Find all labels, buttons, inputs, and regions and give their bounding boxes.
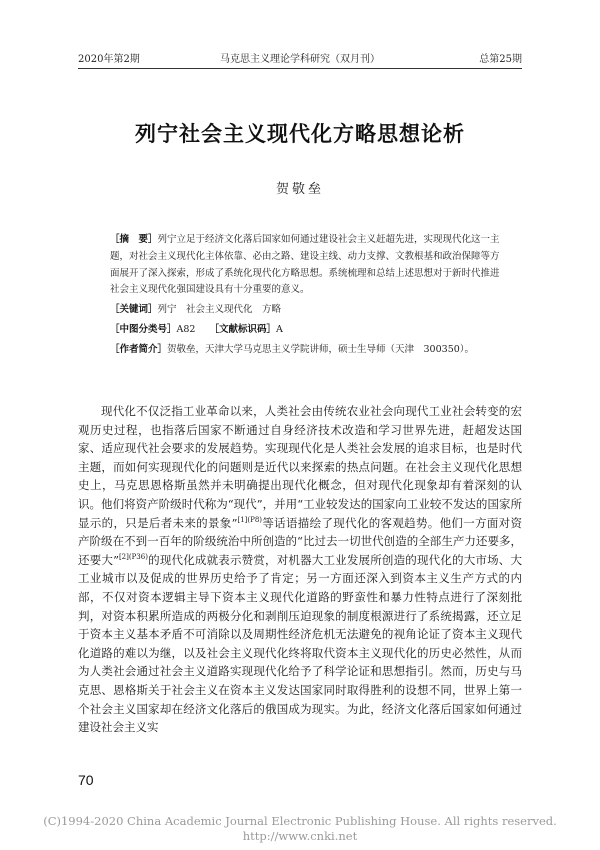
author-info-value: 贺敬垒，天津大学马克思主义学院讲师，硕士生导师（天津 300350）。 (167, 343, 475, 355)
doc-code-label: ［文献标识码］ (209, 323, 276, 335)
body-text-segment-2: 等话语描绘了现代化的客观趋势。他们一方面对资产阶级在不到一百年的阶级统治中所创造的“比过去一切世代创造的全部生产力还要多，还要大” (78, 515, 522, 567)
journal-name: 马克思主义理论学科研究（双月刊） (220, 54, 380, 65)
header-divider (78, 68, 522, 69)
body-paragraph (78, 402, 522, 737)
classification-line (110, 322, 502, 339)
total-issue-label: 总第25期 (479, 54, 522, 65)
keywords-line (110, 302, 502, 319)
article-author: 贺敬垒 (275, 182, 324, 197)
copyright-watermark: (C)1994-2020 China Academic Journal Electronic Publishing House. All rights reserved. http://www.cnki.net (43, 814, 569, 843)
abstract-block (110, 232, 502, 359)
citation-2: [2](P36) (118, 552, 148, 561)
doc-code-value: A (275, 323, 283, 335)
running-head (78, 50, 522, 66)
body-text (78, 402, 522, 737)
clc-value: A82 (176, 323, 196, 335)
abstract-text: 列宁立足于经济文化落后国家如何通过建设社会主义赶超先进，实现现代化这一主题，对社会主义现代化主体依靠、必由之路、建设主线、动力支撑、文教根基和政治保障等方面展开了深入探索，形成了系统化现代化方略思想。系统梳理和总结上述思想对于新时代推进社会主义现代化强国建设具有十分重要的意义。 (110, 234, 500, 296)
body-text-segment-1: 现代化不仅泛指工业革命以来，人类社会由传统农业社会向现代工业社会转变的宏观历史过程，也指落后国家不断通过自身经济技术改造和学习世界先进，赶超发达国家、适应现代社会要求的发展趋势。实现现代化是人类社会发展的追求目标，也是时代主题，而如何实现现代化的问题则是近代以来探索的热点问题。在社会主义现代化思想史上，马克思恩格斯虽然并未明确提出现代化概念，但对现代化现象却有着深刻的认识。他们将资产阶级时代称为“现代”，并用“工业较发达的国家向工业较不发达的国家所显示的，只是后者未来的景象” (78, 404, 522, 530)
keywords-label: ［关键词］ (110, 304, 158, 316)
citation-1: [1](P8) (237, 515, 263, 524)
abstract (110, 232, 502, 299)
author-info-label: ［作者简介］ (110, 343, 168, 355)
article-title: 列宁社会主义现代化方略思想论析 (135, 121, 465, 146)
page-number: 70 (78, 772, 94, 788)
body-text-segment-3: 的现代化成就表示赞赏，对机器大工业发展所创造的现代化的大市场、大工业城市以及促成的世界历史给予了肯定；另一方面还深入到资本主义生产方式的内部，不仅对资本逻辑主导下资本主义现代化道路的野蛮性和暴力性特点进行了深刻批判，对资本积累所造成的两极分化和剥削压迫现象的制度根源进行了系统揭露，还立足于资本主义基本矛盾不可消除以及周期性经济危机无法避免的视角论证了资本主义现代化道路的难以为继，以及社会主义现代化终将取代资本主义现代化的历史必然性，从而为人类社会通过社会主义道路实现现代化给予了科学论证和思想指引。然而，历史与马克思、恩格斯关于社会主义在资本主义发达国家同时取得胜利的设想不同，世界上第一个社会主义国家却在经济文化落后的俄国成为现实。为此，经济文化落后国家如何通过建设社会主义实 (78, 552, 522, 735)
issue-label: 2020年第2期 (78, 54, 140, 65)
keywords-value: 列宁 社会主义现代化 方略 (157, 304, 282, 316)
abstract-label: ［摘 要］ (110, 234, 158, 245)
clc-label: ［中图分类号］ (110, 323, 177, 335)
author-info-line (110, 342, 502, 359)
